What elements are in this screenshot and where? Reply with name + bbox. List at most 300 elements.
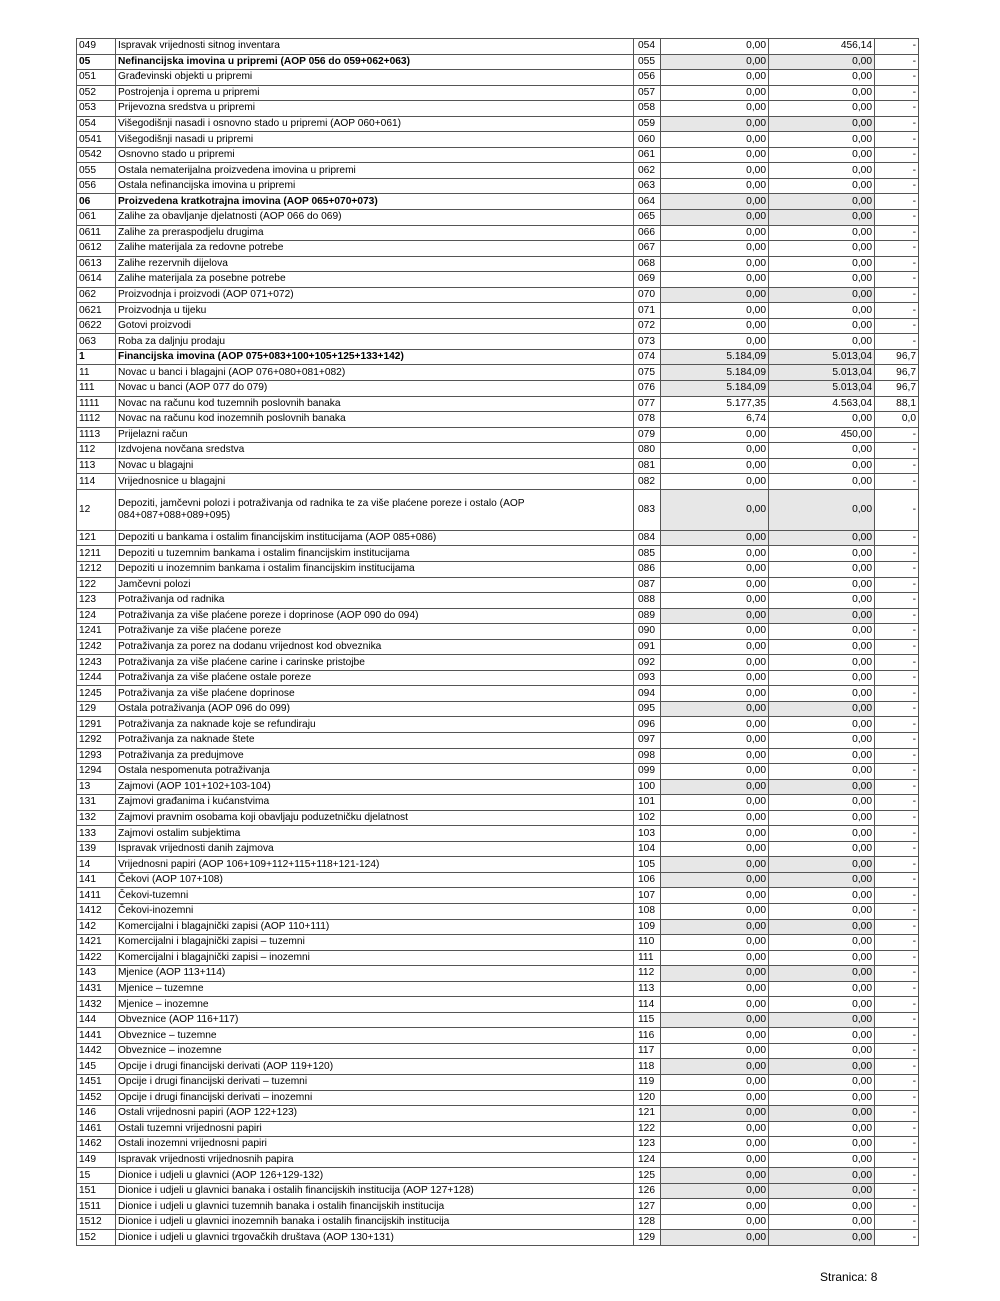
table-row (77, 903, 919, 919)
index-cell: - (875, 256, 919, 272)
account-code-cell: 1461 (77, 1121, 116, 1137)
aop-cell: 076 (634, 381, 661, 397)
table-row (77, 950, 919, 966)
current-year-value-cell: 0,00 (769, 966, 875, 982)
account-code-cell: 1451 (77, 1075, 116, 1091)
aop-cell: 064 (634, 194, 661, 210)
current-year-value-cell: 0,00 (769, 210, 875, 226)
index-cell: - (875, 546, 919, 562)
aop-cell: 126 (634, 1183, 661, 1199)
account-code-cell: 0621 (77, 303, 116, 319)
current-year-value-cell: 0,00 (769, 748, 875, 764)
account-code-cell: 1111 (77, 396, 116, 412)
index-cell: - (875, 1168, 919, 1184)
table-row (77, 655, 919, 671)
table-row (77, 412, 919, 428)
previous-year-value-cell: 0,00 (661, 1183, 769, 1199)
description-cell: Depoziti u bankama i ostalim financijskim institucijama (AOP 085+086) (116, 530, 634, 546)
description-cell: Proizvodnja i proizvodi (AOP 071+072) (116, 287, 634, 303)
current-year-value-cell: 0,00 (769, 1059, 875, 1075)
aop-cell: 084 (634, 530, 661, 546)
current-year-value-cell: 0,00 (769, 132, 875, 148)
financial-table-container (76, 38, 919, 1246)
description-cell: Obveznice – tuzemne (116, 1028, 634, 1044)
description-cell: Ostali inozemni vrijednosni papiri (116, 1137, 634, 1153)
current-year-value-cell: 0,00 (769, 163, 875, 179)
index-cell: - (875, 1059, 919, 1075)
description-cell: Potraživanja za više plaćene ostale poreze (116, 670, 634, 686)
page-number: Stranica: 8 (820, 1270, 878, 1284)
aop-cell: 106 (634, 872, 661, 888)
account-code-cell: 1421 (77, 935, 116, 951)
index-cell: - (875, 624, 919, 640)
description-cell: Zalihe za preraspodjelu drugima (116, 225, 634, 241)
description-cell: Zalihe materijala za redovne potrebe (116, 241, 634, 257)
account-code-cell: 152 (77, 1230, 116, 1246)
account-code-cell: 1432 (77, 997, 116, 1013)
index-cell: - (875, 178, 919, 194)
description-cell: Zajmovi pravnim osobama koji obavljaju poduzetničku djelatnost (116, 810, 634, 826)
description-cell: Jamčevni polozi (116, 577, 634, 593)
index-cell: - (875, 334, 919, 350)
index-cell: - (875, 1075, 919, 1091)
account-code-cell: 1211 (77, 546, 116, 562)
account-code-cell: 062 (77, 287, 116, 303)
description-cell: Novac u banci (AOP 077 do 079) (116, 381, 634, 397)
current-year-value-cell: 0,00 (769, 70, 875, 86)
account-code-cell: 049 (77, 39, 116, 55)
description-cell: Komercijalni i blagajnički zapisi – inozemni (116, 950, 634, 966)
aop-cell: 128 (634, 1214, 661, 1230)
current-year-value-cell: 0,00 (769, 116, 875, 132)
table-row (77, 1199, 919, 1215)
aop-cell: 120 (634, 1090, 661, 1106)
index-cell: - (875, 810, 919, 826)
previous-year-value-cell: 0,00 (661, 1121, 769, 1137)
previous-year-value-cell: 0,00 (661, 318, 769, 334)
aop-cell: 113 (634, 981, 661, 997)
previous-year-value-cell: 0,00 (661, 701, 769, 717)
index-cell: - (875, 577, 919, 593)
previous-year-value-cell: 0,00 (661, 1137, 769, 1153)
current-year-value-cell: 0,00 (769, 795, 875, 811)
current-year-value-cell: 0,00 (769, 717, 875, 733)
current-year-value-cell: 0,00 (769, 1214, 875, 1230)
current-year-value-cell: 0,00 (769, 546, 875, 562)
aop-cell: 088 (634, 593, 661, 609)
index-cell: - (875, 318, 919, 334)
aop-cell: 057 (634, 85, 661, 101)
account-code-cell: 131 (77, 795, 116, 811)
account-code-cell: 1242 (77, 639, 116, 655)
previous-year-value-cell: 0,00 (661, 655, 769, 671)
index-cell: - (875, 303, 919, 319)
description-cell: Komercijalni i blagajnički zapisi (AOP 110+111) (116, 919, 634, 935)
previous-year-value-cell: 0,00 (661, 530, 769, 546)
current-year-value-cell: 0,00 (769, 810, 875, 826)
account-code-cell: 1511 (77, 1199, 116, 1215)
index-cell: - (875, 950, 919, 966)
index-cell: - (875, 1152, 919, 1168)
current-year-value-cell: 0,00 (769, 561, 875, 577)
description-cell: Financijska imovina (AOP 075+083+100+105+125+133+142) (116, 349, 634, 365)
account-code-cell: 06 (77, 194, 116, 210)
description-cell: Depoziti, jamčevni polozi i potraživanja od radnika te za više plaćene poreze i ostalo (AOP 084+087+088+089+095) (116, 489, 634, 530)
description-cell: Potraživanje za više plaćene poreze (116, 624, 634, 640)
aop-cell: 079 (634, 427, 661, 443)
description-cell: Mjenice (AOP 113+114) (116, 966, 634, 982)
aop-cell: 078 (634, 412, 661, 428)
description-cell: Potraživanja za predujmove (116, 748, 634, 764)
previous-year-value-cell: 0,00 (661, 287, 769, 303)
account-code-cell: 063 (77, 334, 116, 350)
previous-year-value-cell: 0,00 (661, 163, 769, 179)
previous-year-value-cell: 0,00 (661, 872, 769, 888)
account-code-cell: 141 (77, 872, 116, 888)
aop-cell: 108 (634, 903, 661, 919)
account-code-cell: 053 (77, 101, 116, 117)
previous-year-value-cell: 0,00 (661, 639, 769, 655)
index-cell: - (875, 935, 919, 951)
account-code-cell: 0614 (77, 272, 116, 288)
aop-cell: 074 (634, 349, 661, 365)
description-cell: Potraživanja od radnika (116, 593, 634, 609)
previous-year-value-cell: 0,00 (661, 997, 769, 1013)
previous-year-value-cell: 0,00 (661, 1230, 769, 1246)
current-year-value-cell: 0,00 (769, 194, 875, 210)
index-cell: - (875, 101, 919, 117)
index-cell: - (875, 132, 919, 148)
current-year-value-cell: 0,00 (769, 624, 875, 640)
index-cell: - (875, 1199, 919, 1215)
description-cell: Opcije i drugi financijski derivati – tuzemni (116, 1075, 634, 1091)
current-year-value-cell: 0,00 (769, 1012, 875, 1028)
table-row (77, 810, 919, 826)
account-code-cell: 055 (77, 163, 116, 179)
aop-cell: 054 (634, 39, 661, 55)
description-cell: Ispravak vrijednosti vrijednosnih papira (116, 1152, 634, 1168)
previous-year-value-cell: 0,00 (661, 1152, 769, 1168)
index-cell: - (875, 826, 919, 842)
table-row (77, 561, 919, 577)
table-row (77, 256, 919, 272)
table-row (77, 841, 919, 857)
aop-cell: 123 (634, 1137, 661, 1153)
index-cell: - (875, 608, 919, 624)
current-year-value-cell: 0,00 (769, 85, 875, 101)
aop-cell: 095 (634, 701, 661, 717)
table-row (77, 1230, 919, 1246)
previous-year-value-cell: 0,00 (661, 427, 769, 443)
account-code-cell: 122 (77, 577, 116, 593)
current-year-value-cell: 0,00 (769, 686, 875, 702)
account-code-cell: 1452 (77, 1090, 116, 1106)
description-cell: Zajmovi građanima i kućanstvima (116, 795, 634, 811)
table-row (77, 593, 919, 609)
aop-cell: 089 (634, 608, 661, 624)
current-year-value-cell: 0,00 (769, 903, 875, 919)
aop-cell: 116 (634, 1028, 661, 1044)
account-code-cell: 113 (77, 458, 116, 474)
table-row (77, 70, 919, 86)
index-cell: - (875, 857, 919, 873)
index-cell: - (875, 530, 919, 546)
current-year-value-cell: 0,00 (769, 225, 875, 241)
description-cell: Ispravak vrijednosti sitnog inventara (116, 39, 634, 55)
account-code-cell: 1512 (77, 1214, 116, 1230)
description-cell: Građevinski objekti u pripremi (116, 70, 634, 86)
aop-cell: 101 (634, 795, 661, 811)
index-cell: - (875, 872, 919, 888)
aop-cell: 121 (634, 1106, 661, 1122)
index-cell: - (875, 287, 919, 303)
previous-year-value-cell: 0,00 (661, 935, 769, 951)
previous-year-value-cell: 0,00 (661, 458, 769, 474)
account-code-cell: 112 (77, 443, 116, 459)
table-row (77, 396, 919, 412)
previous-year-value-cell: 0,00 (661, 1214, 769, 1230)
account-code-cell: 11 (77, 365, 116, 381)
aop-cell: 069 (634, 272, 661, 288)
aop-cell: 058 (634, 101, 661, 117)
description-cell: Potraživanja za više plaćene poreze i doprinose (AOP 090 do 094) (116, 608, 634, 624)
aop-cell: 125 (634, 1168, 661, 1184)
description-cell: Potraživanja za naknade štete (116, 732, 634, 748)
table-row (77, 272, 919, 288)
table-row (77, 546, 919, 562)
account-code-cell: 111 (77, 381, 116, 397)
previous-year-value-cell: 0,00 (661, 1090, 769, 1106)
index-cell: 96,7 (875, 365, 919, 381)
account-code-cell: 1442 (77, 1043, 116, 1059)
table-row (77, 85, 919, 101)
previous-year-value-cell: 0,00 (661, 577, 769, 593)
current-year-value-cell: 0,00 (769, 287, 875, 303)
previous-year-value-cell: 0,00 (661, 966, 769, 982)
table-row (77, 194, 919, 210)
aop-cell: 097 (634, 732, 661, 748)
index-cell: - (875, 670, 919, 686)
aop-cell: 112 (634, 966, 661, 982)
account-code-cell: 1412 (77, 903, 116, 919)
aop-cell: 111 (634, 950, 661, 966)
account-code-cell: 14 (77, 857, 116, 873)
aop-cell: 067 (634, 241, 661, 257)
index-cell: - (875, 561, 919, 577)
previous-year-value-cell: 0,00 (661, 70, 769, 86)
description-cell: Dionice i udjeli u glavnici tuzemnih banaka i ostalih financijskih institucija (116, 1199, 634, 1215)
table-row (77, 857, 919, 873)
account-code-cell: 139 (77, 841, 116, 857)
account-code-cell: 146 (77, 1106, 116, 1122)
account-code-cell: 1293 (77, 748, 116, 764)
account-code-cell: 151 (77, 1183, 116, 1199)
aop-cell: 055 (634, 54, 661, 70)
table-row (77, 872, 919, 888)
table-row (77, 779, 919, 795)
table-row (77, 1090, 919, 1106)
index-cell: - (875, 116, 919, 132)
description-cell: Depoziti u inozemnim bankama i ostalim financijskim institucijama (116, 561, 634, 577)
aop-cell: 056 (634, 70, 661, 86)
current-year-value-cell: 5.013,04 (769, 349, 875, 365)
table-row (77, 116, 919, 132)
previous-year-value-cell: 0,00 (661, 686, 769, 702)
previous-year-value-cell: 0,00 (661, 1168, 769, 1184)
aop-cell: 102 (634, 810, 661, 826)
table-row (77, 365, 919, 381)
account-code-cell: 1243 (77, 655, 116, 671)
index-cell: - (875, 85, 919, 101)
aop-cell: 124 (634, 1152, 661, 1168)
previous-year-value-cell: 0,00 (661, 717, 769, 733)
current-year-value-cell: 0,00 (769, 732, 875, 748)
description-cell: Proizvodnja u tijeku (116, 303, 634, 319)
description-cell: Opcije i drugi financijski derivati – inozemni (116, 1090, 634, 1106)
current-year-value-cell: 0,00 (769, 888, 875, 904)
index-cell: - (875, 443, 919, 459)
table-row (77, 732, 919, 748)
table-row (77, 1168, 919, 1184)
current-year-value-cell: 4.563,04 (769, 396, 875, 412)
table-row (77, 303, 919, 319)
current-year-value-cell: 0,00 (769, 458, 875, 474)
account-code-cell: 132 (77, 810, 116, 826)
account-code-cell: 052 (77, 85, 116, 101)
account-code-cell: 0613 (77, 256, 116, 272)
account-code-cell: 121 (77, 530, 116, 546)
index-cell: - (875, 163, 919, 179)
account-code-cell: 0612 (77, 241, 116, 257)
table-row (77, 608, 919, 624)
account-code-cell: 1422 (77, 950, 116, 966)
aop-cell: 072 (634, 318, 661, 334)
current-year-value-cell: 0,00 (769, 54, 875, 70)
description-cell: Zalihe rezervnih dijelova (116, 256, 634, 272)
previous-year-value-cell: 0,00 (661, 1199, 769, 1215)
account-code-cell: 1431 (77, 981, 116, 997)
account-code-cell: 142 (77, 919, 116, 935)
index-cell: - (875, 779, 919, 795)
table-row (77, 530, 919, 546)
aop-cell: 122 (634, 1121, 661, 1137)
previous-year-value-cell: 5.184,09 (661, 349, 769, 365)
index-cell: - (875, 593, 919, 609)
index-cell: - (875, 748, 919, 764)
account-code-cell: 12 (77, 489, 116, 530)
index-cell: - (875, 1137, 919, 1153)
account-code-cell: 0622 (77, 318, 116, 334)
previous-year-value-cell: 0,00 (661, 132, 769, 148)
description-cell: Novac u blagajni (116, 458, 634, 474)
description-cell: Prijelazni račun (116, 427, 634, 443)
previous-year-value-cell: 0,00 (661, 826, 769, 842)
current-year-value-cell: 0,00 (769, 474, 875, 490)
account-code-cell: 1294 (77, 764, 116, 780)
table-row (77, 1214, 919, 1230)
index-cell: - (875, 639, 919, 655)
aop-cell: 082 (634, 474, 661, 490)
description-cell: Komercijalni i blagajnički zapisi – tuzemni (116, 935, 634, 951)
table-row (77, 1152, 919, 1168)
previous-year-value-cell: 0,00 (661, 194, 769, 210)
description-cell: Višegodišnji nasadi u pripremi (116, 132, 634, 148)
index-cell: - (875, 1043, 919, 1059)
index-cell: - (875, 474, 919, 490)
index-cell: - (875, 458, 919, 474)
account-code-cell: 1241 (77, 624, 116, 640)
aop-cell: 068 (634, 256, 661, 272)
table-row (77, 826, 919, 842)
table-row (77, 101, 919, 117)
previous-year-value-cell: 0,00 (661, 1043, 769, 1059)
table-row (77, 1028, 919, 1044)
aop-cell: 065 (634, 210, 661, 226)
index-cell: - (875, 1090, 919, 1106)
aop-cell: 109 (634, 919, 661, 935)
description-cell: Ostala nefinancijska imovina u pripremi (116, 178, 634, 194)
description-cell: Potraživanja za naknade koje se refundiraju (116, 717, 634, 733)
previous-year-value-cell: 0,00 (661, 1106, 769, 1122)
index-cell: - (875, 795, 919, 811)
table-row (77, 225, 919, 241)
table-row (77, 717, 919, 733)
index-cell: - (875, 997, 919, 1013)
previous-year-value-cell: 0,00 (661, 950, 769, 966)
current-year-value-cell: 0,00 (769, 935, 875, 951)
current-year-value-cell: 0,00 (769, 489, 875, 530)
previous-year-value-cell: 0,00 (661, 241, 769, 257)
current-year-value-cell: 0,00 (769, 147, 875, 163)
table-row (77, 132, 919, 148)
current-year-value-cell: 0,00 (769, 1090, 875, 1106)
index-cell: - (875, 1214, 919, 1230)
current-year-value-cell: 0,00 (769, 872, 875, 888)
description-cell: Zalihe materijala za posebne potrebe (116, 272, 634, 288)
description-cell: Novac na računu kod inozemnih poslovnih banaka (116, 412, 634, 428)
description-cell: Potraživanja za više plaćene doprinose (116, 686, 634, 702)
current-year-value-cell: 0,00 (769, 639, 875, 655)
aop-cell: 090 (634, 624, 661, 640)
description-cell: Gotovi proizvodi (116, 318, 634, 334)
table-row (77, 670, 919, 686)
balance-sheet-table (76, 38, 919, 1246)
table-row (77, 163, 919, 179)
current-year-value-cell: 456,14 (769, 39, 875, 55)
current-year-value-cell: 0,00 (769, 1152, 875, 1168)
aop-cell: 060 (634, 132, 661, 148)
description-cell: Depoziti u tuzemnim bankama i ostalim financijskim institucijama (116, 546, 634, 562)
aop-cell: 115 (634, 1012, 661, 1028)
table-row (77, 577, 919, 593)
aop-cell: 070 (634, 287, 661, 303)
description-cell: Zalihe za obavljanje djelatnosti (AOP 066 do 069) (116, 210, 634, 226)
previous-year-value-cell: 0,00 (661, 561, 769, 577)
index-cell: - (875, 489, 919, 530)
previous-year-value-cell: 0,00 (661, 593, 769, 609)
previous-year-value-cell: 0,00 (661, 101, 769, 117)
description-cell: Proizvedena kratkotrajna imovina (AOP 065+070+073) (116, 194, 634, 210)
current-year-value-cell: 0,00 (769, 334, 875, 350)
index-cell: - (875, 1028, 919, 1044)
previous-year-value-cell: 0,00 (661, 608, 769, 624)
current-year-value-cell: 0,00 (769, 841, 875, 857)
previous-year-value-cell: 0,00 (661, 272, 769, 288)
current-year-value-cell: 0,00 (769, 101, 875, 117)
table-row (77, 935, 919, 951)
account-code-cell: 133 (77, 826, 116, 842)
aop-cell: 081 (634, 458, 661, 474)
